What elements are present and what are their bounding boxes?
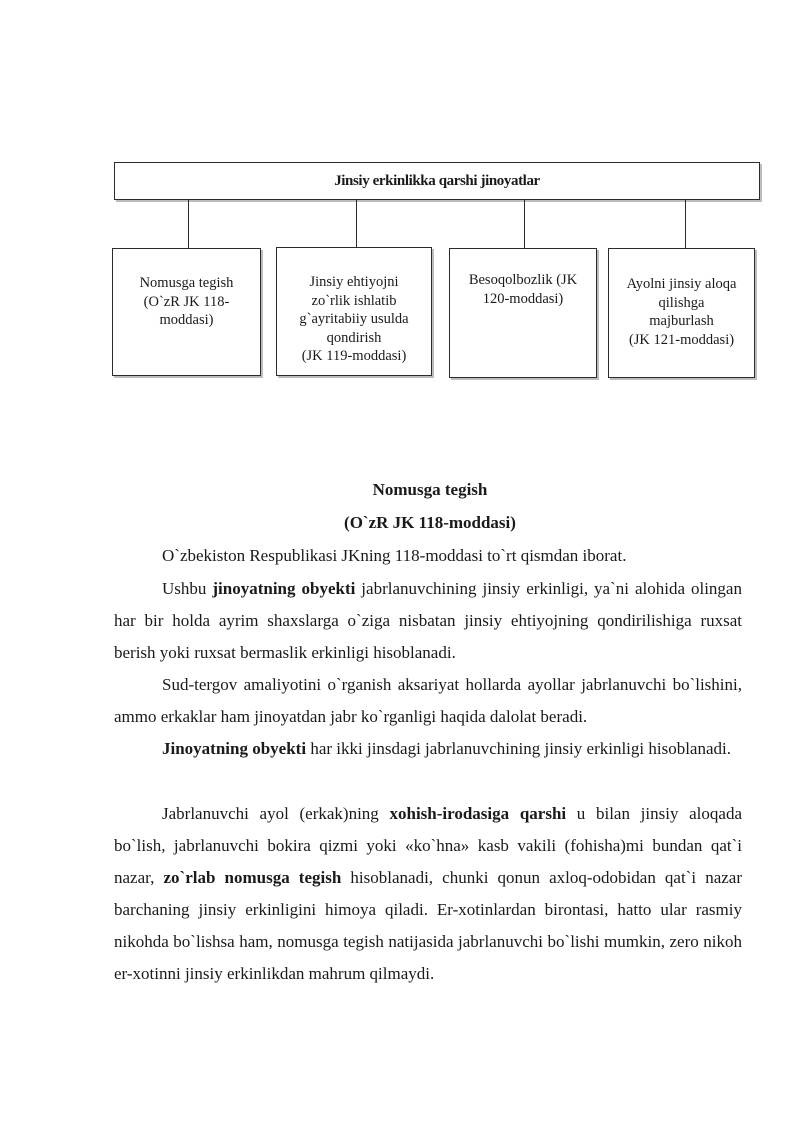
child-line: Jinsiy ehtiyojni <box>309 274 399 290</box>
child-line: Nomusga tegish <box>139 275 234 291</box>
diagram-child-box-120 <box>449 248 597 378</box>
paragraph-1: O`zbekiston Respublikasi JKning 118-moddasi to`rt qismdan iborat. <box>162 546 627 565</box>
connector-line <box>188 200 189 248</box>
bold-term: Jinoyatning obyekti <box>162 739 307 758</box>
text-run: Jabrlanuvchi ayol (erkak)ning <box>162 804 390 823</box>
child-line: qondirish <box>326 329 382 346</box>
child-line: Besoqolbozlik (JK <box>468 272 578 288</box>
section-title: Nomusga tegish <box>372 480 488 499</box>
child-line: (O`zR JK 118- <box>143 293 230 310</box>
text-run: jabrlanuvchining jinsiy erkinligi, ya`ni alohida olingan har bir holda ayrim shaxslarga o`ziga nisbatan jinsiy ehtiyojning qondirilishiga ruxsat berish yoki ruxsat bermaslik erkinligi hisoblanadi. <box>114 579 742 662</box>
paragraph-3: Sud-tergov amaliyotini o`rganish aksariyat hollarda ayollar jabrlanuvchi bo`lishini, ammo erkaklar ham jinoyatdan jabr ko`rganligi haqida dalolat beradi. <box>114 675 742 726</box>
bold-term: xohish-irodasiga qarshi <box>389 804 567 823</box>
text-run: hisoblanadi, chunki qonun axloq-odobidan qat`i nazar barchaning jinsiy erkinligini himoya qiladi. Er-xotinlardan birontasi, hatto ular rasmiy nikohda bo`lishsa ham, nomusga tegish natijasida jabrlanuvchi bo`lishi mumkin, zero nikoh er-xotinni jinsiy erkinlikdan mahrum qilmaydi. <box>114 868 742 983</box>
child-line: zo`rlik ishlatib <box>311 292 397 309</box>
bold-term: zo`rlab nomusga tegish <box>163 868 342 887</box>
diagram-child-box-119 <box>276 247 432 376</box>
connector-line <box>524 200 525 248</box>
text-run: Ushbu <box>162 579 213 598</box>
child-line: moddasi) <box>159 312 214 328</box>
child-line: (JK 121-moddasi) <box>628 331 735 348</box>
child-line: g`ayritabiiy usulda <box>299 311 409 327</box>
section-subtitle: (O`zR JK 118-moddasi) <box>344 513 516 532</box>
child-line: Ayolni jinsiy aloqa <box>626 276 737 292</box>
connector-line <box>356 200 357 248</box>
connector-line <box>685 200 686 248</box>
child-line: (JK 119-moddasi) <box>301 348 407 364</box>
child-line: majburlash <box>649 313 714 329</box>
paragraph-4 <box>114 733 742 765</box>
paragraph-5 <box>114 798 742 990</box>
text-run: har ikki jinsdagi jabrlanuvchining jinsiy erkinligi hisoblanadi. <box>306 739 731 758</box>
diagram-root-box <box>114 162 760 200</box>
diagram-root-label: Jinsiy erkinlikka qarshi jinoyatlar <box>334 172 540 189</box>
diagram-child-box-118 <box>112 248 261 376</box>
child-line: 120-moddasi) <box>482 290 564 307</box>
paragraph-2 <box>114 573 742 669</box>
text-run: u bilan jinsiy aloqada bo`lish, jabrlanuvchi bokira qizmi yoki «ko`hna» kasb vakili (fohisha)mi bundan qat`i nazar, <box>114 804 742 887</box>
child-line: qilishga <box>658 294 705 311</box>
diagram-child-box-121 <box>608 248 755 378</box>
bold-term: jinoyatning obyekti <box>212 579 356 598</box>
